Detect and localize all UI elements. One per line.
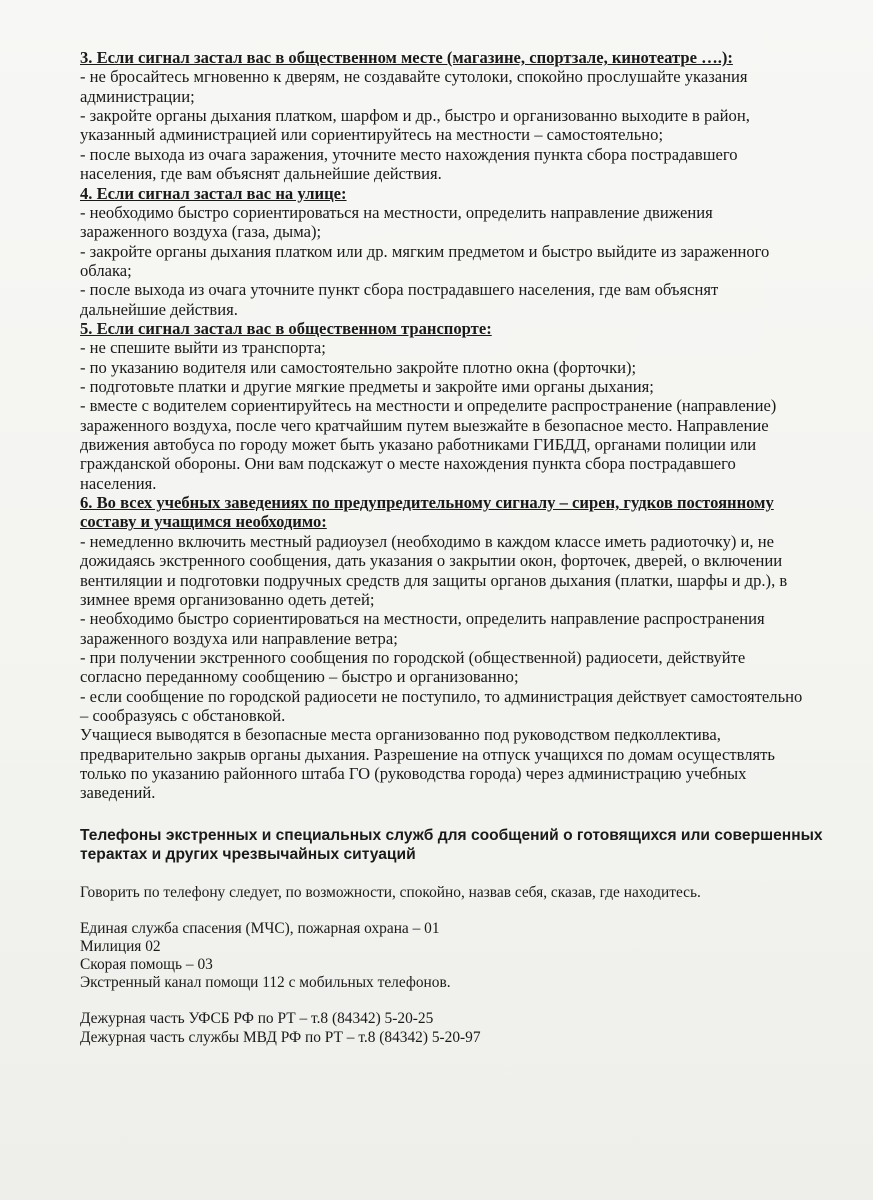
service-line: Экстренный канал помощи 112 с мобильных телефонов. — [80, 974, 451, 991]
service-line: Скорая помощь – 03 — [80, 956, 213, 973]
text-line: - по указанию водителя или самостоятельно закройте плотно окна (форточки); — [80, 357, 637, 377]
duty-line: Дежурная часть службы МВД РФ по РТ – т.8 (84342) 5-20-97 — [80, 1029, 481, 1046]
section-heading: 6. Во всех учебных заведениях по предупредительному сигналу – сирен, гудков постоянному — [80, 493, 774, 513]
text-line: населения, где вам объяснят дальнейшие действия. — [80, 164, 442, 184]
service-line: Милиция 02 — [80, 938, 161, 955]
text-line: - вместе с водителем сориентируйтесь на местности и определите распространение (направление) — [80, 396, 777, 416]
text-line: - после выхода из очага заражения, уточните место нахождения пункта сбора пострадавшего — [80, 144, 738, 164]
text-line: заведений. — [80, 783, 156, 803]
text-line: только по указанию районного штаба ГО (руководства города) через администрацию учебных — [80, 764, 747, 783]
section-heading: составу и учащимся необходимо: — [80, 512, 327, 532]
text-line: зимнее время организованно одеть детей; — [80, 589, 375, 609]
text-line: дожидаясь экстренного сообщения, дать указания о закрытии окон, форточек, дверей, о включении — [80, 551, 783, 571]
text-line: зараженного воздуха или направление ветра; — [80, 628, 398, 648]
text-line: Учащиеся выводятся в безопасные места организованно под руководством педколлектива, — [80, 725, 721, 745]
text-line: населения. — [80, 473, 157, 493]
text-line: - необходимо быстро сориентироваться на местности, определить направление движения — [80, 202, 713, 222]
phones-title-line2: терактах и других чрезвычайных ситуаций — [80, 846, 416, 863]
text-line: согласно переданному сообщению – быстро и организованно; — [80, 667, 519, 687]
text-line: - если сообщение по городской радиосети не поступило, то администрация действует самостоятельно — [80, 686, 803, 706]
text-line: - подготовьте платки и другие мягкие предметы и закройте ими органы дыхания; — [80, 377, 654, 396]
text-line: указанный администрацией или сориентируйтесь на местности – самостоятельно; — [80, 125, 664, 145]
text-line: предварительно закрыв органы дыхания. Разрешение на отпуск учащихся по домам осуществлять — [80, 744, 775, 764]
text-line: - немедленно включить местный радиоузел (необходимо в каждом классе иметь радиоточку) и, не — [80, 531, 774, 551]
text-line: - необходимо быстро сориентироваться на местности, определить направление распространения — [80, 609, 765, 629]
text-line: облака; — [80, 260, 132, 280]
text-line: - не бросайтесь мгновенно к дверям, не создавайте сутолоки, спокойно прослушайте указания — [80, 67, 748, 87]
text-line: зараженного воздуха, после чего кратчайшим путем выезжайте в безопасное место. Направление — [80, 415, 769, 435]
text-line: – сообразуясь с обстановкой. — [80, 705, 286, 725]
phones-title-line1: Телефоны экстренных и специальных служб для сообщений о готовящихся или совершенных — [80, 827, 823, 844]
text-line: вентиляции и подготовки подручных средств для защиты органов дыхания (платки, шарфы и др.), в — [80, 570, 788, 590]
text-line: дальнейшие действия. — [80, 299, 238, 319]
section-heading: 3. Если сигнал застал вас в общественном месте (магазине, спортзале, кинотеатре ….): — [80, 48, 733, 67]
text-line: - закройте органы дыхания платком или др. мягким предметом и быстро выйдите из зараженного — [80, 241, 770, 261]
text-line: зараженного воздуха (газа, дыма); — [80, 222, 322, 242]
duty-line: Дежурная часть УФСБ РФ по РТ – т.8 (84342) 5-20-25 — [80, 1010, 434, 1027]
service-line: Единая служба спасения (МЧС), пожарная охрана – 01 — [80, 920, 440, 937]
text-line: - после выхода из очага уточните пункт сбора пострадавшего населения, где вам объяснят — [80, 280, 719, 300]
text-line: - не спешите выйти из транспорта; — [80, 338, 326, 358]
text-line: - при получении экстренного сообщения по городской (общественной) радиосети, действуйте — [80, 647, 746, 667]
text-line: - закройте органы дыхания платком, шарфом и др., быстро и организованно выходите в район, — [80, 106, 750, 126]
section-heading: 4. Если сигнал застал вас на улице: — [80, 183, 347, 203]
phones-intro: Говорить по телефону следует, по возможности, спокойно, назвав себя, сказав, где находитесь. — [80, 884, 701, 901]
text-line: администрации; — [80, 86, 195, 106]
text-line: гражданской обороны. Они вам подскажут о месте нахождения пункта сбора пострадавшего — [80, 454, 736, 474]
section-heading: 5. Если сигнал застал вас в общественном транспорте: — [80, 318, 492, 338]
text-line: движения автобуса по городу может быть указано работниками ГИБДД, органами полиции или — [80, 435, 757, 454]
